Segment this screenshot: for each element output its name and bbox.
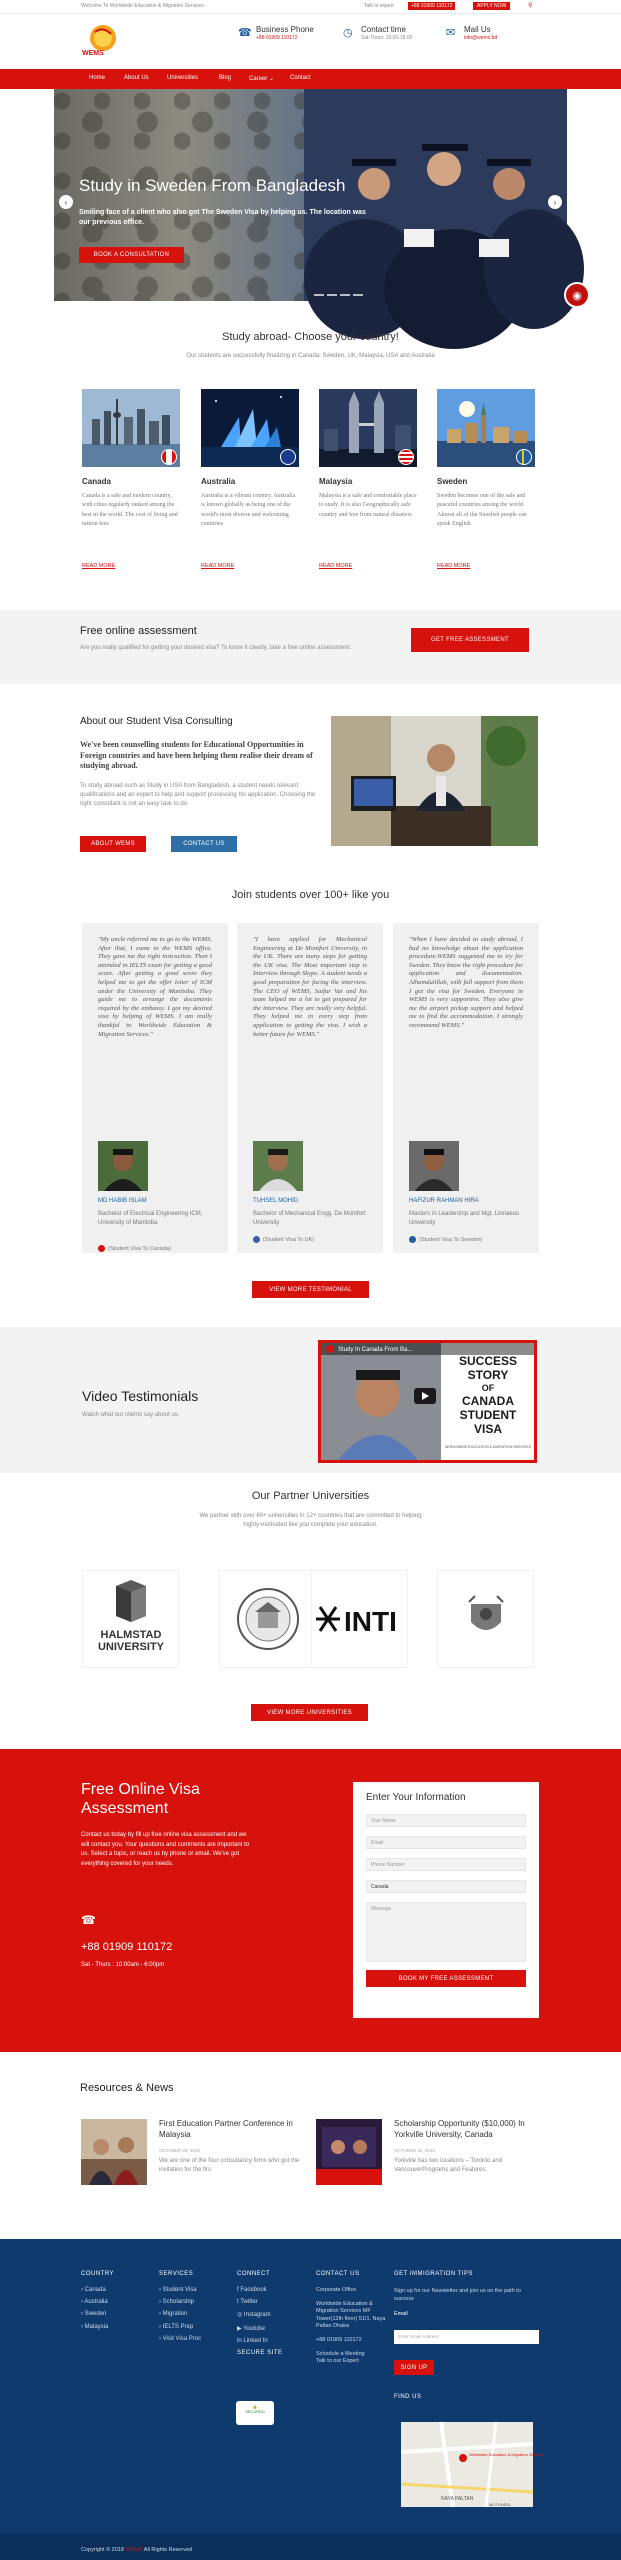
slider-dots[interactable] bbox=[314, 291, 366, 298]
testimonial-quote: "My uncle referred me to go to the WEMS. After that, I came to the WEMS office. They gave me the right instruction. Then I attended in IELTS exam for getting a good score. After getting a good score they helped me to get the offer letter of ICM under the University of Manitoba. They guide me to arrange the documents required by the embassy. I got my desired visa by helping of WEMS. I am really thankful to Worldwide Education & Migration Services." bbox=[98, 936, 212, 1038]
testimonial-quote: "I have applied for Mechanical Engineering at De Montfort University, in the UK. There are many steps for getting the UK visa. The Most important step is Interview through Skype. A student needs a good preparation for facing the interview. The CEO of WEMS, Saifur Vai and his team helped me a lot to get prepared for the interview. They are really very helpful. They helped me in every step from application to getting the visa. I wish a better future for WEMS." bbox=[253, 936, 367, 1038]
australia-flag-icon bbox=[280, 449, 296, 465]
avatar bbox=[253, 1141, 303, 1191]
svg-text:WEMS: WEMS bbox=[82, 50, 104, 57]
testimonial-card: "My uncle referred me to go to the WEMS. After that, I came to the WEMS office. They gave me the right instruction. Then I attended in IELTS exam for getting a good score. After getting a good score they helped me to get the offer letter of ICM under the University of Manitoba. They guide me to arrange the documents required by the embassy. I got my desired visa by helping of WEMS. I am really thankful to Worldwide Education & Migration Services." MD HABIB ISLAM Bachelor of Electrical Engineering ICM, University of Manitoba (Student Visa To Canada) bbox=[82, 923, 228, 1253]
testimonial-name[interactable]: HAFIZUR RAHMAN HIRA bbox=[409, 1198, 479, 1204]
mail-icon: ✉ bbox=[446, 27, 456, 39]
nav-contact[interactable]: Contact bbox=[290, 75, 311, 81]
phone-icon: ☎ bbox=[81, 1913, 96, 1927]
assessment-form bbox=[353, 1782, 539, 2018]
apply-now-button[interactable]: APPLY NOW bbox=[473, 2, 510, 10]
country-image bbox=[437, 389, 535, 467]
footer-link[interactable]: › Scholarship bbox=[159, 2299, 195, 2306]
malaysia-flag-icon bbox=[398, 449, 414, 465]
read-more-link[interactable]: READ MORE bbox=[437, 563, 471, 569]
copyright-brand-link[interactable]: WEMS bbox=[125, 2547, 143, 2553]
news-title[interactable]: First Education Partner Conference in Malaysia bbox=[159, 2119, 293, 2139]
footer-link[interactable]: › Malaysia bbox=[81, 2323, 109, 2330]
about-title: About our Student Visa Consulting bbox=[80, 716, 233, 727]
phone-input[interactable]: Phone Number bbox=[366, 1858, 526, 1871]
country-image bbox=[82, 389, 180, 467]
avatar bbox=[409, 1141, 459, 1191]
secure-site-badge: 🔒 SECURED bbox=[236, 2401, 274, 2425]
footer-newsletter-col: GET IMMIGRATION TIPS Sign up for our Newsletter and join us on the path to success Email bbox=[394, 2271, 521, 2317]
chat-icon[interactable]: ◉ bbox=[564, 282, 590, 308]
study-abroad-subtitle: Our students are successfully finalizing in Canada, Sweden, UK, Malaysia, USA and Australia bbox=[186, 353, 435, 359]
message-textarea[interactable]: Message bbox=[366, 1902, 526, 1962]
country-image bbox=[319, 389, 417, 467]
footer-services-col: SERVICES › Student Visa › Scholarship › Migration › IELTS Prep › Visit Visa Proc bbox=[159, 2271, 202, 2342]
news-image bbox=[81, 2119, 147, 2185]
nav-home[interactable]: Home bbox=[89, 75, 106, 81]
svg-text:Study In Canada From Ba...: Study In Canada From Ba... bbox=[338, 1347, 413, 1353]
main-nav bbox=[0, 69, 621, 89]
read-more-link[interactable]: READ MORE bbox=[319, 563, 353, 569]
flag-icon bbox=[98, 1245, 105, 1252]
svg-text:Worldwide Education & Migratio: Worldwide Education & Migration Services bbox=[469, 2452, 545, 2457]
svg-text:INTI: INTI bbox=[343, 1606, 397, 1637]
get-free-assessment-button[interactable]: GET FREE ASSESSMENT bbox=[411, 628, 529, 652]
phone-icon: ☎ bbox=[238, 27, 252, 39]
mail-value[interactable]: info@wems.bd bbox=[464, 35, 498, 41]
nav-career[interactable]: Career ⌄ bbox=[249, 76, 275, 82]
copyright: Copyright © 2018 WEMS All Rights Reserved bbox=[81, 2547, 193, 2553]
news-image bbox=[316, 2119, 382, 2185]
book-free-assessment-button[interactable]: BOOK MY FREE ASSESSMENT bbox=[366, 1970, 526, 1987]
linkedin-link[interactable]: in Linked In bbox=[237, 2337, 268, 2344]
svg-text:SUCCESS: SUCCESS bbox=[458, 1354, 518, 1368]
country-card-sweden[interactable]: Sweden Sweden becomes one of the safe and peaceful countries among the world. Almost all of the Swedish people can speak English. READ MORE bbox=[437, 389, 535, 530]
svg-text:WORLDWIDE EDUCATION & MIGRATIO: WORLDWIDE EDUCATION & MIGRATION SERVICES bbox=[445, 1445, 531, 1449]
youtube-link[interactable]: ▶ Youtube bbox=[237, 2325, 265, 2332]
contact-hours: Sat - Thurs : 10:00am - 6:00pm bbox=[81, 1962, 165, 1968]
twitter-link[interactable]: t Twitter bbox=[237, 2299, 258, 2306]
talk-expert-text: Talk to expert bbox=[364, 3, 394, 9]
topbar-phone-link[interactable]: +88 01909 110172 bbox=[408, 2, 455, 10]
footer-contact-col: CONTACT US Corporate Office Worldwide Education & Migration Services MF Tower(12th floor) 51/1, Naya Paltan Dhaka +88 01909 110172 Schedule a Meeting Talk to our Expert bbox=[316, 2271, 386, 2365]
contact-us-button[interactable]: CONTACT US bbox=[171, 836, 237, 852]
location-map[interactable] bbox=[401, 2422, 545, 2507]
video-player[interactable] bbox=[318, 1340, 537, 1463]
email-input[interactable]: Email bbox=[366, 1836, 526, 1849]
slider-prev-icon[interactable]: ‹ bbox=[59, 195, 73, 209]
crest-logo[interactable] bbox=[437, 1570, 534, 1668]
hero-title: Study in Sweden From Bangladesh bbox=[79, 176, 346, 195]
testimonial-card: "When I have decided to study abroad, I had no knowledge about the application procedure.WEMS suggested me to try for Sweden. They know the right procedure for application and documentation. Alhamdulillah, with full support from them I got the visa for Sweden. Everyone in WEMS is very supportive. They also give me the airport pickup support and helped me to find the accommodation. I strongly recommend WEMS." HAFIZUR RAHMAN HIRA Masters in Leadership and Mgt. Linnaeus University (Student Visa To Sweden) bbox=[393, 923, 539, 1253]
welcome-text: Welcome To Worldwide Education & Migration Services bbox=[81, 3, 204, 9]
footer-link[interactable]: › Australia bbox=[81, 2299, 108, 2306]
footer-link[interactable]: › Student Visa bbox=[159, 2287, 197, 2293]
logo[interactable] bbox=[80, 22, 120, 58]
slider-next-icon[interactable]: › bbox=[548, 195, 562, 209]
schedule-meeting-link[interactable]: Schedule a Meeting bbox=[316, 2350, 365, 2357]
visa-assessment-body: Contact us today by fill up free online visa assessment and we will contact you. Your questions and comments are important to us. Select a topic, or reach us by phone or email. We've got everything covered for your needs. bbox=[81, 1832, 250, 1867]
testimonial-name[interactable]: MD HABIB ISLAM bbox=[98, 1198, 147, 1204]
find-us-title: FIND US bbox=[394, 2394, 422, 2400]
country-card-canada[interactable]: Canada Canada is a safe and modern country, with cities regularly ranked among the best in the world. The cost of living and tuition fees READ MORE bbox=[82, 389, 180, 530]
testimonial-quote: "When I have decided to study abroad, I had no knowledge about the application procedure.WEMS suggested me to try for Sweden. They know the right procedure for application and documentation. Alhamdulillah, with full support from them I got the visa for Sweden. Everyone in WEMS is very supportive. They also give me the airport pickup support and helped me to find the accommodation. I strongly recommend WEMS." bbox=[409, 936, 523, 1029]
svg-text:STUDENT: STUDENT bbox=[459, 1408, 517, 1422]
news-title[interactable]: Scholarship Opportunity ($10,000) In Yorkville University, Canada bbox=[394, 2119, 525, 2139]
country-select[interactable]: Canada bbox=[366, 1880, 526, 1893]
study-abroad-title: Study abroad- Choose your country! bbox=[222, 331, 399, 343]
name-input[interactable]: Your Name bbox=[366, 1814, 526, 1827]
svg-text:VISA: VISA bbox=[473, 1422, 503, 1436]
hero-subtitle: Smiling face of a client who also got The Sweden Visa by helping us. The location was our previous office. bbox=[79, 209, 366, 226]
footer-connect-col: CONNECT f Facebook t Twitter ◎ Instagram ▶ Youtube in Linked In SECURE SITE bbox=[237, 2271, 283, 2356]
about-lead: We've been counselling students for Educational Opportunities in Foreign countries and have been helping them realise their dream of studying abroad. bbox=[80, 740, 313, 770]
video-subtitle: Watch what our clients say about us. bbox=[82, 1412, 180, 1418]
svg-text:HALMSTAD: HALMSTAD bbox=[100, 1629, 161, 1641]
nav-universities[interactable]: Universities bbox=[167, 75, 199, 81]
svg-text:CANADA: CANADA bbox=[462, 1394, 514, 1408]
hero-slider bbox=[54, 89, 567, 301]
top-bar bbox=[0, 0, 621, 14]
business-phone-value[interactable]: +88 01909 110172 bbox=[256, 35, 298, 41]
visa-assessment-title: Free Online Visa Assessment bbox=[81, 1781, 200, 1817]
book-consultation-button[interactable]: BOOK A CONSULTATION bbox=[79, 247, 184, 263]
view-more-universities-button[interactable]: VIEW MORE UNIVERSITIES bbox=[251, 1704, 368, 1721]
university-seal-logo[interactable] bbox=[219, 1570, 316, 1668]
search-icon[interactable]: ⚲ bbox=[528, 3, 533, 9]
read-more-link[interactable]: READ MORE bbox=[82, 563, 116, 569]
nav-blog[interactable]: Blog bbox=[219, 75, 232, 81]
video-title: Video Testimonials bbox=[82, 1388, 199, 1404]
resources-title: Resources & News bbox=[80, 2082, 174, 2094]
sweden-flag-icon bbox=[516, 449, 532, 465]
footer-link[interactable]: › Migration bbox=[159, 2311, 188, 2318]
avatar bbox=[98, 1141, 148, 1191]
svg-text:UNIVERSITY: UNIVERSITY bbox=[97, 1641, 164, 1653]
country-card-australia[interactable]: Australia Australia is a vibrant country. Australia is known globally as being one of the world's most diverse and welcoming countries READ MORE bbox=[201, 389, 299, 530]
contact-phone[interactable]: +88 01909 110172 bbox=[81, 1941, 173, 1953]
inti-logo[interactable] bbox=[311, 1570, 408, 1668]
instagram-link[interactable]: ◎ Instagram bbox=[237, 2312, 271, 2319]
free-assessment-title: Free online assessment bbox=[80, 625, 197, 637]
svg-text:NAYA PALTAN: NAYA PALTAN bbox=[441, 2496, 474, 2502]
about-body: To study abroad such as Study in USA from Bangladesh, a student needs relevant qualifications and an expert to help and support processing his application. Choosing the right consultant is not an easy task to do bbox=[80, 783, 316, 807]
clock-icon: ◷ bbox=[343, 27, 353, 39]
free-assessment-subtitle: Are you really qualified for getting your desired visa? To know it clearly, take a free online assessment. bbox=[80, 645, 351, 651]
partners-title: Our Partner Universities bbox=[251, 1490, 370, 1502]
testimonials-title: Join students over 100+ like you bbox=[231, 889, 390, 901]
flag-icon bbox=[253, 1236, 260, 1243]
facebook-link[interactable]: f Facebook bbox=[237, 2287, 267, 2293]
country-image bbox=[201, 389, 299, 467]
about-wems-button[interactable]: ABOUT WEMS bbox=[80, 836, 146, 852]
halmstad-university-logo[interactable] bbox=[82, 1570, 179, 1668]
svg-text:MOTIJHEEL: MOTIJHEEL bbox=[489, 2502, 512, 2507]
svg-text:OF: OF bbox=[481, 1383, 495, 1393]
footer-link[interactable]: › Canada bbox=[81, 2287, 106, 2293]
footer-link[interactable]: › Sweden bbox=[81, 2311, 107, 2318]
svg-text:STORY: STORY bbox=[467, 1368, 509, 1382]
testimonial-card: "I have applied for Mechanical Engineering at De Montfort University, in the UK. There are many steps for getting the UK visa. The Most important step is Interview through Skype. A student needs a good preparation for facing the interview. The CEO of WEMS, Saifur Vai and his team helped me a lot to get prepared for the interview. They are really very helpful. They helped me in every step from application to getting the visa. I wish a better future for WEMS." TUHSEL MOHID Bachelor of Mechanical Engg. De Montfort University (Student Visa To UK) bbox=[237, 923, 383, 1253]
canada-flag-icon bbox=[161, 449, 177, 465]
footer-country-col: COUNTRY › Canada › Australia › Sweden › Malaysia bbox=[81, 2271, 115, 2330]
nav-about[interactable]: About Us bbox=[124, 75, 149, 81]
footer-link[interactable]: › IELTS Prep bbox=[159, 2323, 194, 2330]
country-card-malaysia[interactable]: Malaysia Malaysia is a safe and comfortable place to study. It is also Geographically safe country and free from natural disasters READ MORE bbox=[319, 389, 417, 520]
testimonial-name[interactable]: TUHSEL MOHID bbox=[253, 1198, 299, 1204]
office-photo bbox=[331, 716, 538, 846]
newsletter-email-input[interactable]: Enter Email Address bbox=[394, 2330, 539, 2344]
footer-link[interactable]: › Visit Visa Proc bbox=[159, 2335, 202, 2342]
read-more-link[interactable]: READ MORE bbox=[201, 563, 235, 569]
flag-icon bbox=[409, 1236, 416, 1243]
partners-subtitle: We partner with over 60+ universities in 12+ countries that are committed to helping highly-motivated like you complete your education. bbox=[199, 1513, 422, 1528]
footer-phone[interactable]: +88 01909 110172 bbox=[316, 2336, 362, 2343]
view-more-testimonial-button[interactable]: VIEW MORE TESTIMONIAL bbox=[252, 1281, 369, 1298]
form-title: Enter Your Information bbox=[366, 1792, 466, 1803]
sign-up-button[interactable]: SIGN UP bbox=[394, 2360, 434, 2375]
talk-expert-link[interactable]: Talk to our Expert bbox=[316, 2358, 359, 2365]
